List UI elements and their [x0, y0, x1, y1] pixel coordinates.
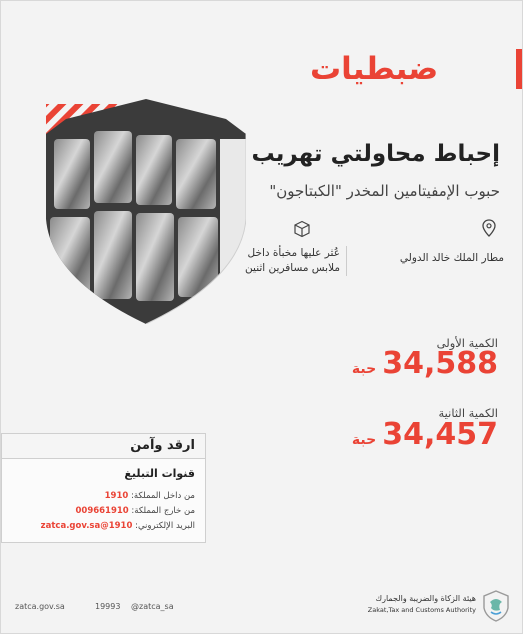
quantity-1-number: 34,588: [382, 346, 498, 381]
channel-label: من داخل المملكة:: [131, 491, 195, 501]
channel-international-number[interactable]: 009661910: [75, 506, 129, 516]
channel-domestic-number[interactable]: 1910: [104, 491, 129, 501]
pill-package: [94, 131, 132, 203]
footer: [1, 586, 523, 626]
quantity-1-value: [352, 346, 498, 381]
headline: إحباط محاولتي تهريب: [251, 141, 500, 167]
quantity-1-label: الكمية الأولى: [436, 336, 498, 350]
found-line-2: ملابس مسافرين اثنين: [245, 262, 340, 274]
org-name-english: Zakat,Tax and Customs Authority: [367, 606, 476, 614]
found-description: [245, 246, 340, 276]
pill-package: [54, 139, 90, 209]
footer-phone[interactable]: 19993: [95, 602, 121, 611]
quantity-2-value: [352, 417, 498, 452]
report-title: ارقد وآمن: [130, 438, 195, 453]
found-line-1: عُثر عليها مخبأة داخل: [247, 247, 340, 259]
footer-social-handle[interactable]: @zatca_sa: [131, 602, 174, 611]
channel-email-link[interactable]: 1910@zatca.gov.sa: [40, 521, 133, 531]
channel-row-domestic: [105, 491, 195, 501]
pill-package: [136, 213, 174, 301]
pill-package: [176, 139, 216, 209]
zatca-logo-icon: [482, 590, 510, 622]
location-text: مطار الملك خالد الدولي: [399, 252, 504, 264]
pill-package: [178, 217, 218, 297]
footer-website-link[interactable]: zatca.gov.sa: [15, 602, 65, 611]
channels-title: قنوات التبليغ: [124, 467, 195, 480]
org-name-arabic: هيئة الزكاة والضريبة والجمارك: [375, 594, 476, 603]
info-divider: [346, 246, 347, 276]
quantity-1-unit: حبة: [351, 361, 377, 377]
package-box-icon: [292, 219, 312, 239]
section-title-text: ضبطيات: [310, 51, 439, 87]
quantity-2-unit: حبة: [351, 432, 377, 448]
section-title: [310, 45, 510, 93]
channel-label: من خارج المملكة:: [131, 506, 195, 516]
channel-label: البريد الإلكتروني:: [135, 521, 195, 531]
title-accent-bar: [516, 49, 522, 89]
location-pin-icon: [482, 219, 496, 237]
seized-drugs-shield-image: [46, 99, 246, 324]
channel-row-international: [75, 506, 195, 516]
quantity-2-number: 34,457: [382, 417, 498, 452]
pill-package: [50, 217, 90, 297]
quantity-2-label: الكمية الثانية: [438, 406, 498, 420]
pill-package: [94, 211, 132, 299]
subheadline: حبوب الإمفيتامين المخدر "الكبتاجون": [269, 182, 500, 200]
pill-package: [136, 135, 172, 205]
channel-row-email: [41, 521, 195, 531]
report-title-bar: [1, 433, 206, 459]
report-channels-box: [1, 459, 206, 543]
